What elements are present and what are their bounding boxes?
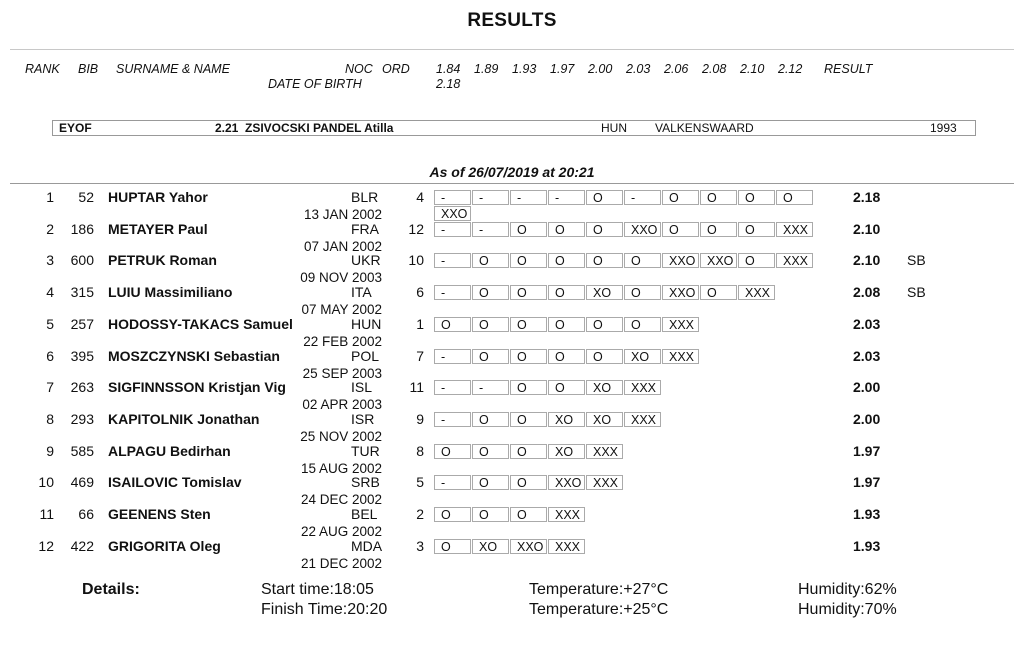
table-row — [0, 538, 1024, 570]
attempt-cell: XXO — [510, 539, 547, 554]
athlete-name: LUIU Massimiliano — [108, 284, 233, 301]
record-noc: HUN — [601, 121, 627, 135]
start-time: Start time:18:05 — [261, 581, 374, 598]
order-cell: 9 — [416, 410, 424, 427]
date-of-birth: 22 AUG 2002 — [300, 524, 382, 539]
temperature-start: Temperature:+27°C — [529, 581, 669, 598]
table-row — [0, 284, 1024, 316]
results-divider — [10, 183, 1014, 184]
attempt-cell: XXX — [662, 349, 699, 364]
record-mark: 2.21 — [215, 121, 239, 135]
header-ord: ORD — [382, 62, 410, 76]
attempt-cell: O — [510, 222, 547, 237]
bib-cell: 315 — [70, 284, 94, 301]
table-row — [0, 474, 1024, 506]
attempt-cell: XXX — [624, 380, 661, 395]
bib-cell: 600 — [70, 252, 94, 269]
attempt-cell: XXX — [624, 412, 661, 427]
attempt-cell: O — [624, 317, 661, 332]
result-cell: 2.00 — [853, 410, 881, 427]
athlete-name: HUPTAR Yahor — [108, 189, 208, 205]
rank-cell: 3 — [46, 252, 54, 269]
header-height: 1.97 — [550, 62, 575, 76]
date-of-birth: 02 APR 2003 — [302, 397, 382, 413]
attempt-cell: O — [738, 190, 775, 205]
athlete-name: SIGFINNSSON Kristjan Vig — [108, 379, 286, 396]
attempt-cell: O — [510, 507, 547, 522]
attempt-cell: XO — [586, 380, 623, 395]
bib-cell: 585 — [70, 442, 94, 459]
header-dob: DATE OF BIRTH — [268, 77, 362, 91]
rank-cell: 10 — [38, 474, 54, 491]
attempt-cell: XXX — [738, 285, 775, 300]
attempt-cell: XXO — [700, 253, 737, 268]
title-divider — [10, 49, 1014, 50]
attempt-cell: O — [472, 253, 509, 268]
attempt-cell: O — [472, 349, 509, 364]
table-row — [0, 348, 1024, 380]
attempt-cell: O — [510, 475, 547, 490]
header-result: RESULT — [824, 62, 873, 76]
athlete-name: METAYER Paul — [108, 220, 208, 237]
noc-cell: FRA — [351, 220, 379, 237]
date-of-birth: 13 JAN 2002 — [303, 207, 382, 222]
result-cell: 2.18 — [853, 189, 881, 205]
date-of-birth: 21 DEC 2002 — [300, 555, 382, 571]
table-row — [0, 379, 1024, 411]
athlete-name: GRIGORITA Oleg — [108, 537, 221, 554]
attempt-cell: O — [510, 412, 547, 427]
attempt-cell: XXX — [586, 475, 623, 490]
rank-cell: 1 — [46, 189, 54, 205]
bib-cell: 263 — [70, 379, 94, 396]
attempt-cell: O — [586, 190, 623, 205]
result-cell: 2.10 — [853, 220, 881, 237]
result-cell: 1.97 — [853, 474, 881, 491]
noc-cell: ISR — [351, 410, 375, 427]
noc-cell: ISL — [351, 379, 373, 396]
order-cell: 3 — [416, 537, 424, 554]
attempt-cell: O — [548, 349, 585, 364]
attempt-cell: O — [434, 507, 471, 522]
table-row — [0, 221, 1024, 253]
details-label: Details: — [82, 581, 140, 598]
header-height: 2.00 — [588, 62, 613, 76]
order-cell: 5 — [416, 474, 424, 491]
header-height: 2.12 — [778, 62, 803, 76]
bib-cell: 52 — [78, 189, 94, 205]
attempt-cell: - — [434, 380, 471, 395]
attempt-cell: XXO — [434, 206, 471, 221]
attempt-cell: - — [434, 253, 471, 268]
table-row — [0, 506, 1024, 538]
date-of-birth: 25 SEP 2003 — [302, 365, 382, 381]
temperature-finish: Temperature:+25°C — [529, 601, 669, 618]
note-cell: SB — [907, 284, 926, 301]
attempt-cell: O — [548, 317, 585, 332]
noc-cell: UKR — [351, 252, 381, 269]
attempt-cell: O — [662, 190, 699, 205]
rank-cell: 2 — [46, 220, 54, 237]
attempt-cell: - — [434, 349, 471, 364]
bib-cell: 66 — [78, 506, 94, 522]
bib-cell: 293 — [70, 410, 94, 427]
attempt-cell: XXX — [586, 444, 623, 459]
order-cell: 1 — [416, 315, 424, 332]
date-of-birth: 15 AUG 2002 — [300, 460, 382, 476]
order-cell: 8 — [416, 442, 424, 459]
table-row — [0, 252, 1024, 284]
athlete-name: ALPAGU Bedirhan — [108, 442, 231, 459]
attempt-cell: XXX — [662, 317, 699, 332]
result-cell: 1.93 — [853, 537, 881, 554]
header-name: SURNAME & NAME — [116, 62, 230, 76]
attempt-cell: O — [510, 317, 547, 332]
date-of-birth: 07 JAN 2002 — [303, 238, 382, 254]
result-cell: 2.03 — [853, 315, 881, 332]
result-cell: 1.93 — [853, 506, 881, 522]
record-label: EYOF — [59, 121, 92, 135]
order-cell: 10 — [408, 252, 424, 269]
noc-cell: ITA — [351, 284, 372, 301]
attempt-cell: XXX — [548, 507, 585, 522]
noc-cell: HUN — [351, 315, 382, 332]
attempt-cell: XXO — [662, 285, 699, 300]
attempt-cell: - — [472, 222, 509, 237]
attempt-cell: O — [434, 444, 471, 459]
noc-cell: POL — [351, 347, 380, 364]
attempt-cell: O — [510, 380, 547, 395]
as-of-timestamp: As of 26/07/2019 at 20:21 — [429, 164, 595, 180]
header-height: 2.18 — [436, 77, 461, 91]
order-cell: 4 — [416, 189, 424, 205]
date-of-birth: 24 DEC 2002 — [300, 492, 382, 508]
attempt-cell: - — [434, 475, 471, 490]
bib-cell: 469 — [70, 474, 94, 491]
result-cell: 2.08 — [853, 284, 881, 301]
attempt-cell: O — [510, 444, 547, 459]
attempt-cell: O — [472, 444, 509, 459]
result-cell: 1.97 — [853, 442, 881, 459]
bib-cell: 422 — [70, 537, 94, 554]
athlete-name: ISAILOVIC Tomislav — [108, 474, 242, 491]
attempt-cell: O — [548, 253, 585, 268]
attempt-cell: XO — [548, 444, 585, 459]
attempt-cell: XXX — [776, 253, 813, 268]
attempt-cell: XO — [472, 539, 509, 554]
attempt-cell: O — [700, 190, 737, 205]
record-venue: VALKENSWAARD — [655, 121, 754, 135]
attempt-cell: O — [738, 253, 775, 268]
attempt-cell: O — [472, 507, 509, 522]
record-row — [52, 120, 976, 136]
attempt-cell: O — [510, 253, 547, 268]
attempt-cell: XXO — [548, 475, 585, 490]
attempt-cell: - — [472, 190, 509, 205]
date-of-birth: 07 MAY 2002 — [301, 302, 382, 318]
date-of-birth: 22 FEB 2002 — [303, 333, 382, 349]
noc-cell: BLR — [351, 189, 379, 205]
result-cell: 2.03 — [853, 347, 881, 364]
noc-cell: TUR — [351, 442, 380, 459]
page-title: RESULTS — [467, 10, 557, 31]
attempt-cell: O — [586, 222, 623, 237]
result-cell: 2.00 — [853, 379, 881, 396]
humidity-start: Humidity:62% — [798, 581, 897, 598]
order-cell: 11 — [409, 379, 424, 396]
finish-time: Finish Time:20:20 — [261, 601, 388, 618]
attempt-cell: XXO — [624, 222, 661, 237]
header-rank: RANK — [25, 62, 60, 76]
rank-cell: 5 — [46, 315, 54, 332]
attempt-cell: O — [434, 539, 471, 554]
noc-cell: MDA — [351, 537, 383, 554]
attempt-cell: O — [586, 349, 623, 364]
date-of-birth: 25 NOV 2002 — [300, 428, 382, 444]
attempt-cell: O — [738, 222, 775, 237]
attempt-cell: XO — [586, 285, 623, 300]
attempt-cell: XO — [586, 412, 623, 427]
attempt-cell: XXX — [776, 222, 813, 237]
attempt-cell: O — [586, 317, 623, 332]
athlete-name: KAPITOLNIK Jonathan — [108, 410, 260, 427]
result-cell: 2.10 — [853, 252, 881, 269]
record-year: 1993 — [930, 121, 957, 135]
athlete-name: GEENENS Sten — [108, 506, 211, 522]
attempt-cell: O — [700, 285, 737, 300]
table-row — [0, 411, 1024, 443]
bib-cell: 186 — [70, 220, 94, 237]
header-height: 1.89 — [474, 62, 499, 76]
attempt-cell: O — [472, 317, 509, 332]
attempt-cell: O — [472, 285, 509, 300]
rank-cell: 6 — [46, 347, 54, 364]
date-of-birth: 09 NOV 2003 — [300, 270, 382, 286]
attempt-cell: O — [776, 190, 813, 205]
header-height: 2.03 — [626, 62, 651, 76]
noc-cell: SRB — [351, 474, 380, 491]
athlete-name: PETRUK Roman — [108, 252, 217, 269]
attempt-cell: - — [434, 285, 471, 300]
attempt-cell: O — [624, 285, 661, 300]
attempt-cell: O — [624, 253, 661, 268]
attempt-cell: O — [548, 222, 585, 237]
attempt-cell: XO — [624, 349, 661, 364]
header-height: 1.93 — [512, 62, 537, 76]
rank-cell: 9 — [46, 442, 54, 459]
table-row — [0, 443, 1024, 475]
bib-cell: 257 — [70, 315, 94, 332]
header-height: 2.10 — [740, 62, 765, 76]
attempt-cell: O — [472, 412, 509, 427]
attempt-cell: - — [434, 222, 471, 237]
attempt-cell: O — [662, 222, 699, 237]
humidity-finish: Humidity:70% — [798, 601, 897, 618]
noc-cell: BEL — [351, 506, 378, 522]
attempt-cell: O — [472, 475, 509, 490]
header-height: 2.06 — [664, 62, 689, 76]
attempt-cell: - — [434, 412, 471, 427]
record-holder: ZSIVOCSKI PANDEL Atilla — [245, 121, 394, 135]
header-height: 2.08 — [702, 62, 727, 76]
table-row — [0, 316, 1024, 348]
table-row — [0, 189, 1024, 221]
attempt-cell: - — [510, 190, 547, 205]
attempt-cell: XO — [548, 412, 585, 427]
attempt-cell: O — [510, 285, 547, 300]
attempt-cell: XXO — [662, 253, 699, 268]
attempt-cell: O — [586, 253, 623, 268]
rank-cell: 12 — [38, 537, 54, 554]
athlete-name: HODOSSY-TAKACS Samuel — [108, 315, 293, 332]
order-cell: 12 — [408, 220, 424, 237]
attempt-cell: O — [548, 380, 585, 395]
header-bib: BIB — [78, 62, 99, 76]
rank-cell: 11 — [39, 506, 54, 522]
attempt-cell: - — [548, 190, 585, 205]
athlete-name: MOSZCZYNSKI Sebastian — [108, 347, 280, 364]
rank-cell: 7 — [46, 379, 54, 396]
header-noc: NOC — [345, 62, 373, 76]
attempt-cell: - — [624, 190, 661, 205]
note-cell: SB — [907, 252, 926, 269]
header-height: 1.84 — [436, 62, 461, 76]
rank-cell: 8 — [46, 410, 54, 427]
order-cell: 7 — [416, 347, 424, 364]
attempt-cell: O — [434, 317, 471, 332]
order-cell: 2 — [416, 506, 424, 522]
bib-cell: 395 — [70, 347, 94, 364]
attempt-cell: O — [700, 222, 737, 237]
attempt-cell: - — [472, 380, 509, 395]
attempt-cell: O — [510, 349, 547, 364]
attempt-cell: O — [548, 285, 585, 300]
order-cell: 6 — [416, 284, 424, 301]
attempt-cell: - — [434, 190, 471, 205]
rank-cell: 4 — [46, 284, 54, 301]
attempt-cell: XXX — [548, 539, 585, 554]
